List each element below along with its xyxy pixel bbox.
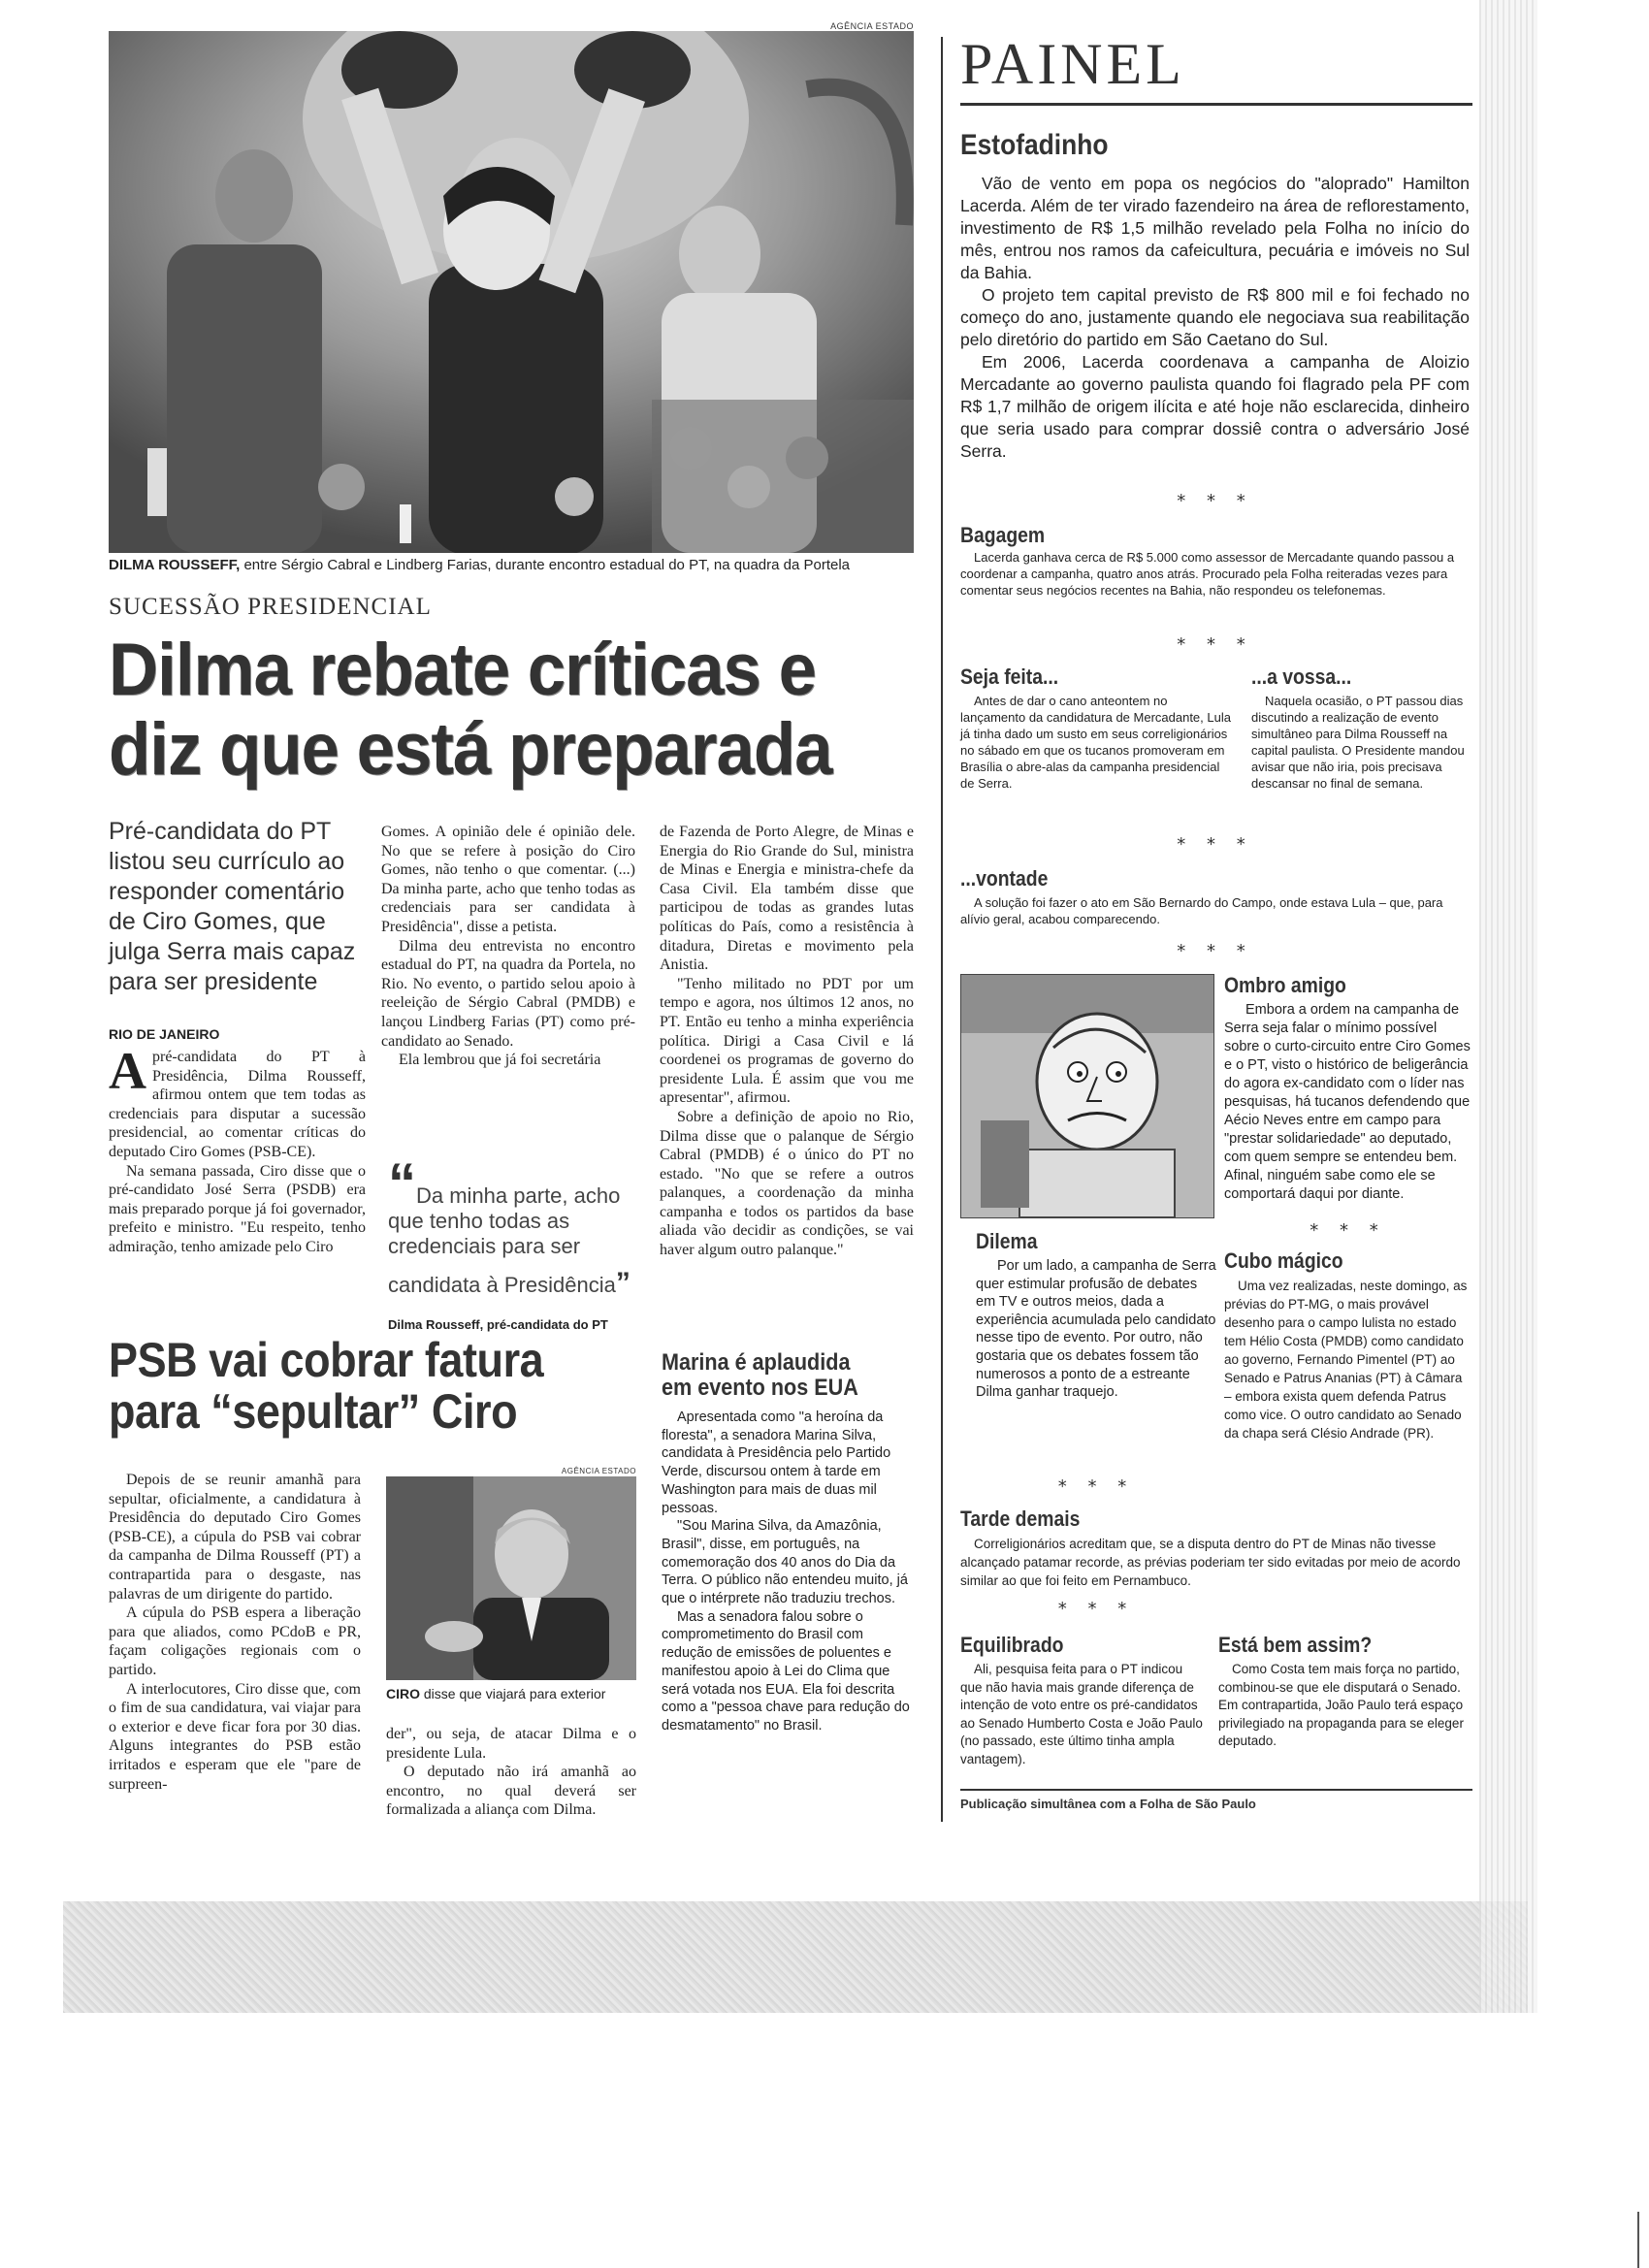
separator-stars: * * * [1177, 834, 1253, 855]
paragraph: "Sou Marina Silva, da Amazônia, Brasil", disse, em português, na comemoração dos 40 anos do Dia da Terra. O público não entendeu muito, já que o intérprete não traduziu trechos. [662, 1518, 908, 1607]
ombro-amigo-title: Ombro amigo [1224, 973, 1346, 997]
esta-bem-assim-body: Como Costa tem mais força no partido, combinou-se que ele disputará o Senado. Em contrapartida, João Paulo terá espaço privilegiado na propaganda para se eleger deputado. [1218, 1662, 1464, 1749]
paragraph: Na semana passada, Ciro disse que o pré-candidato José Serra (PSDB) era mais preparado porque já foi governador, prefeito e ministro. "Eu respeito, tenho admiração, tenho amizade pelo Ciro [109, 1162, 366, 1255]
paragraph: Dilma deu entrevista no encontro estadual do PT, na quadra da Portela, no Rio. No evento, o partido selou apoio à reeleição de Sérgio Cabral (PMDB) e lançou Lindberg Farias (PT) como pré-candidato ao Senado. [381, 937, 635, 1050]
scan-noise-right [1479, 0, 1537, 2013]
article-column-2 [381, 823, 635, 1070]
tarde-demais-body: Correligionários acreditam que, se a disputa dentro do PT de Minas não tivesse alcançado patamar recorde, as prévias poderiam ter sido evitadas por meio de acordo similar ao que foi feito em Pernambuco. [960, 1537, 1461, 1588]
ciro-photo [386, 1476, 636, 1680]
seja-feita-title: Seja feita... [960, 664, 1059, 689]
paragraph: de Fazenda de Porto Alegre, de Minas e Energia do Rio Grande do Sul, ministra de Minas e Energia e ministra-chefe da Casa Civil. Ela também disse que participou de todas as grandes lutas políticas do País, como a resistência à ditadura, Diretas e movimento pela Anistia. [660, 824, 914, 974]
article-deck: Pré-candidata do PT listou seu currículo ao responder comentário de Ciro Gomes, que julga Serra mais capaz para ser presidente [109, 818, 356, 995]
caption-text: entre Sérgio Cabral e Lindberg Farias, durante encontro estadual do PT, na quadra da Portela [240, 557, 851, 573]
ciro-caption-text: disse que viajará para exterior [420, 1686, 606, 1701]
caption-name: DILMA ROUSSEFF, [109, 557, 241, 573]
painel-footer: Publicação simultânea com a Folha de São Paulo [960, 1797, 1256, 1811]
pull-quote-text: “Da minha parte, acho que tenho todas as credenciais para ser candidata à Presidência” [388, 1152, 630, 1299]
paragraph: Vão de vento em popa os negócios do "aloprado" Hamilton Lacerda. Além de ter virado fazendeiro na área de reflorestamento, investimento de R$ 1,5 milhão revelado pela Folha no início do mês, entrou nos ramos da cafeicultura, pecuária e imóveis no Sul da Bahia. [960, 174, 1470, 282]
open-quote-mark: “ [388, 1152, 416, 1215]
ciro-photo-credit: AGÊNCIA ESTADO [561, 1467, 636, 1475]
equilibrado-body: Ali, pesquisa feita para o PT indicou que não havia mais grande diferença de intenção de voto entre os pré-candidatos ao Senado Humberto Costa e João Paulo (no passado, este último tinha ampla vantagem). [960, 1662, 1203, 1766]
cubo-magico-body: Uma vez realizadas, neste domingo, as prévias do PT-MG, o mais provável desenho para o campo lulista no estado tem Hélio Costa (PMDB) como candidato ao governo, Fernando Pimentel (PT) ao Senado e Patrus Ananias (PT) à Câmara – embora exista quem defenda Patrus como vice. O outro candidato ao Senado da chapa será Clésio Andrade (PR). [1224, 1279, 1468, 1441]
dilma-rally-photo [109, 31, 914, 553]
vontade-body: A solução foi fazer o ato em São Bernardo do Campo, onde estava Lula – que, para alívio geral, acabou comparecendo. [960, 895, 1443, 926]
paragraph: Ela lembrou que já foi secretária [399, 1052, 601, 1069]
painel-left-rule [941, 37, 943, 1822]
separator-stars: * * * [1310, 1220, 1386, 1241]
psb-column-2 [386, 1725, 636, 1820]
bagagem-title: Bagagem [960, 523, 1046, 547]
painel-footer-rule [960, 1789, 1472, 1791]
dilema-body: Por um lado, a campanha de Serra quer estimular profusão de debates em TV e outros meios, dada a experiência acumulada pelo candidato nesse tipo de evento. Por outro, não gostaria que os debates fossem tão numerosos a ponto de a estreante Dilma ganhar traquejo. [976, 1258, 1216, 1401]
estofadinho-body [960, 173, 1470, 463]
psb-column-1 [109, 1471, 361, 1794]
ciro-caption-name: CIRO [386, 1686, 420, 1701]
a-vossa-body: Naquela ocasião, o PT passou dias discutindo a realização de evento simultâneo para Dilma Rousseff na capital paulista. O Presidente mandou avisar que não iria, pois precisava descansar no final de semana. [1251, 694, 1465, 791]
equilibrado-title: Equilibrado [960, 1633, 1064, 1657]
painel-title-rule [960, 103, 1472, 106]
drop-cap: A [109, 1042, 146, 1100]
separator-stars: * * * [1177, 634, 1253, 655]
cartoon-illustration [960, 974, 1214, 1218]
main-headline-line2: diz que está preparada [109, 708, 832, 791]
section-kicker: SUCESSÃO PRESIDENCIAL [109, 594, 432, 620]
photo-credit: AGÊNCIA ESTADO [830, 21, 914, 31]
pull-quote [388, 1152, 630, 1332]
esta-bem-assim-title: Está bem assim? [1218, 1633, 1373, 1657]
dateline: RIO DE JANEIRO [109, 1026, 220, 1042]
main-headline-line1: Dilma rebate críticas e [109, 629, 817, 711]
estofadinho-title: Estofadinho [960, 129, 1109, 161]
article-column-3 [660, 823, 914, 1260]
separator-stars: * * * [1177, 491, 1253, 511]
paragraph: A cúpula do PSB espera a liberação para que aliados, como PCdoB e PR, façam coligações regionais com o partido. [109, 1604, 361, 1678]
close-quote-mark: ” [615, 1267, 630, 1299]
vontade-title: ...vontade [960, 866, 1049, 891]
marina-title: Marina é aplaudida em evento nos EUA [662, 1349, 858, 1401]
paragraph: "Tenho militado no PDT por um tempo e agora, nos últimos 12 anos, no PT. Então eu tenho a minha experiência política. Dirigi a Casa Civil e lá coordenei os programas de governo do presidente Lula. É assim que vou me apresentar", afirmou. [660, 975, 914, 1107]
paragraph: der", ou seja, de atacar Dilma e o presidente Lula. [386, 1726, 636, 1762]
paragraph: Depois de se reunir amanhã para sepultar, oficialmente, a candidatura à Presidência do deputado Ciro Gomes (PSB-CE), a cúpula do PSB vai cobrar da campanha de Dilma Rousseff (PT) a contrapartida para o desgaste, nas palavras de um dirigente do partido. [109, 1472, 361, 1603]
a-vossa-title: ...a vossa... [1251, 664, 1352, 689]
page-edge [1637, 2212, 1639, 2268]
paragraph: Apresentada como "a heroína da floresta", a senadora Marina Silva, candidata à Presidência pelo Partido Verde, discursou ontem à tarde em Washington para mais de duas mil pessoas. [662, 1409, 891, 1516]
paragraph: Gomes. A opinião dele é opinião dele. No que se refere à posição do Ciro Gomes, não tenho o que comentar. (...) Da minha parte, acho que tenho todas as credenciais para ser candidata à Presidência", disse a petista. [381, 824, 635, 935]
tarde-demais-title: Tarde demais [960, 1507, 1081, 1531]
psb-headline-line1: PSB vai cobrar fatura [109, 1333, 544, 1387]
paragraph: O projeto tem capital previsto de R$ 800 mil e foi fechado no começo do ano, justamente quando ele negociava sua reabilitação pelo diretório do partido em São Caetano do Sul. [960, 285, 1470, 349]
scan-noise-bottom [63, 1901, 1528, 2013]
main-headline [109, 631, 902, 790]
ombro-amigo-body: Embora a ordem na campanha de Serra seja falar o mínimo possível sobre o curto-circuito entre Ciro Gomes e o PT, visto o histórico de beligerância do agora ex-candidato com o líder nas pesquisas, há tucanos defendendo que Aécio Neves entre em campo para "prestar solidariedade" ao deputado, com quem sempre se entendeu bem. Afinal, ninguém sabe como ele se comportará daqui por diante. [1224, 1002, 1471, 1202]
dilema-title: Dilema [976, 1229, 1038, 1253]
pull-quote-source: Dilma Rousseff, pré-candidata do PT [388, 1317, 608, 1332]
psb-headline-line2: para “sepultar” Ciro [109, 1384, 518, 1439]
marina-body [662, 1409, 916, 1735]
painel-title: PAINEL [960, 32, 1185, 96]
paragraph: Em 2006, Lacerda coordenava a campanha de Aloizio Mercadante ao governo paulista quando foi flagrado pela PF com R$ 1,7 milhão de origem ilícita e até hoje não esclarecida, dinheiro que seria usado para comprar dossiê contra o adversário José Serra. [960, 352, 1470, 461]
psb-headline [109, 1335, 606, 1438]
bagagem-body: Lacerda ganhava cerca de R$ 5.000 como assessor de Mercadante quando passou a coordenar a campanha, quatro anos atrás. Procurado pela Folha reiteradas vezes para comentar seus negócios recentes na Bahia, não respondeu os telefonemas. [960, 550, 1455, 598]
separator-stars: * * * [1057, 1599, 1135, 1619]
paragraph-text: pré-candidata do PT à Presidência, Dilma Rousseff, afirmou ontem que tem todas as credenciais para disputar a sucessão presidencial, ao comentar críticas do deputado Ciro Gomes (PSB-CE). [109, 1049, 366, 1160]
separator-stars: * * * [1057, 1476, 1135, 1497]
ciro-photo-caption [386, 1686, 636, 1701]
cubo-magico-title: Cubo mágico [1224, 1248, 1343, 1273]
paragraph: Sobre a definição de apoio no Rio, Dilma disse que o palanque de Sérgio Cabral (PMDB) é o único do PT no estado. "No que se refere a outros palanques, a coordenação da minha campanha e todos os partidos da base aliada vão decidir as condições, se vai haver algum outro palanque." [660, 1108, 914, 1259]
article-column-1 [109, 1042, 366, 1257]
paragraph [109, 1042, 366, 1162]
photo-caption [109, 557, 914, 573]
seja-feita-body: Antes de dar o cano anteontem no lançamento da candidatura de Mercadante, Lula já tinha dado um susto em seus correligionários no sábado em que os tucanos promoveram em Brasília o abre-alas da campanha presidencial de Serra. [960, 694, 1231, 791]
separator-stars: * * * [1177, 941, 1253, 961]
paragraph: A interlocutores, Ciro disse que, com o fim de sua candidatura, vai viajar para o exterior e deve ficar fora por 30 dias. Alguns integrantes do PSB estão irritados e esperam que ele "pare de surpreen- [109, 1680, 361, 1793]
paragraph: Mas a senadora falou sobre o comprometimento do Brasil com redução de emissões de poluentes e manifestou apoio à Lei do Clima que será votada nos EUA. Ela foi descrita como a "pessoa chave para redução do desmatamento" no Brasil. [662, 1608, 910, 1733]
paragraph: O deputado não irá amanhã ao encontro, no qual deverá ser formalizada a aliança com Dilma. [386, 1764, 636, 1819]
